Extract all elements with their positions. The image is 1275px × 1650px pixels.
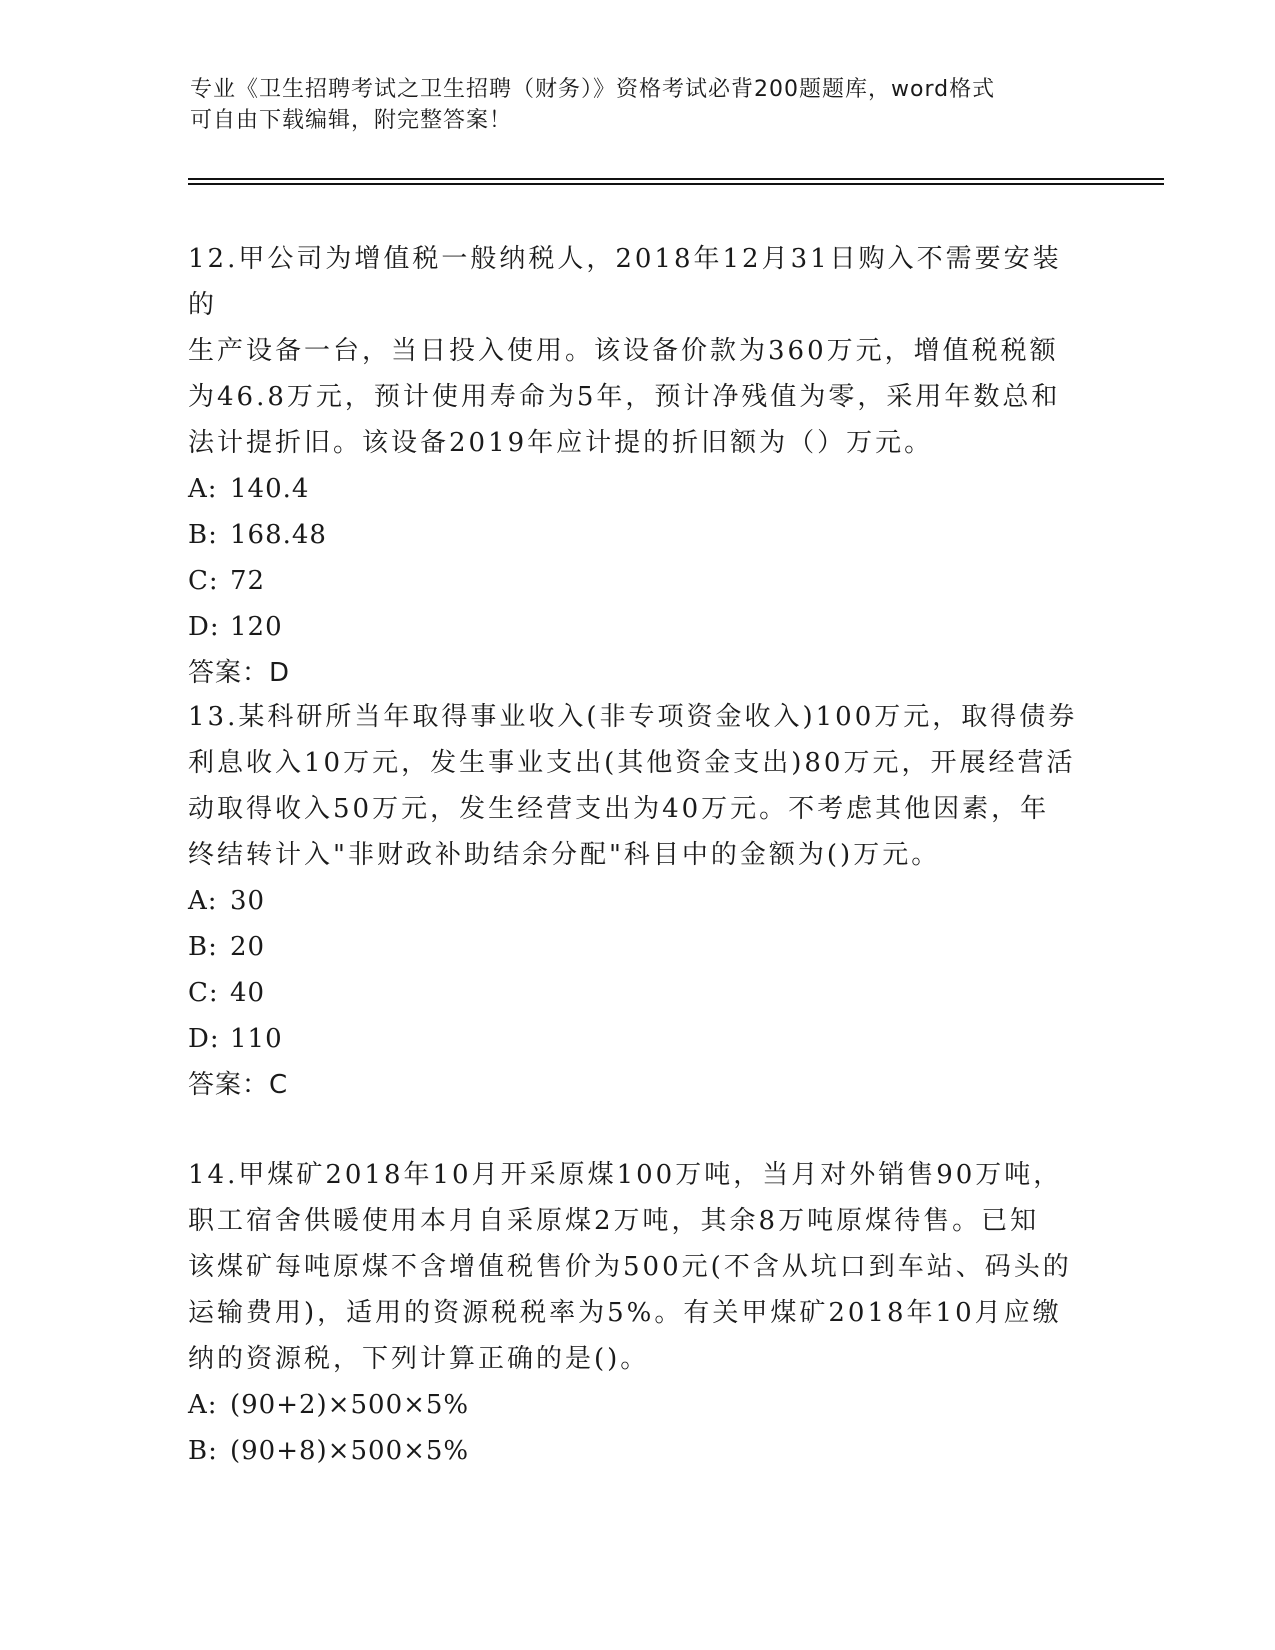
option-a	[188, 466, 1088, 512]
option-key: B:	[188, 932, 218, 962]
option-text: 120	[230, 612, 283, 642]
stem-line: 为46.8万元，预计使用寿命为5年，预计净残值为零，采用年数总和	[188, 382, 1061, 412]
option-a	[188, 1382, 1088, 1428]
stem-line: 终结转计入"非财政补助结余分配"科目中的金额为()万元。	[188, 840, 941, 870]
answer-line: 答案：C	[188, 1070, 289, 1100]
option-b	[188, 924, 1088, 970]
stem-line: 13.某科研所当年取得事业收入(非专项资金收入)100万元，取得债券	[188, 702, 1078, 732]
question-14	[188, 1152, 1088, 1474]
header-divider-top	[188, 178, 1164, 180]
question-stem	[188, 1152, 1088, 1382]
option-text: 140.4	[230, 474, 310, 504]
option-text: 168.48	[230, 520, 327, 550]
stem-line: 12.甲公司为增值税一般纳税人，2018年12月31日购入不需要安装的	[188, 244, 1062, 320]
stem-line: 纳的资源税，下列计算正确的是()。	[188, 1344, 650, 1374]
question-stem	[188, 236, 1088, 466]
stem-line: 法计提折旧。该设备2019年应计提的折旧额为（）万元。	[188, 428, 934, 458]
option-a	[188, 878, 1088, 924]
option-text: (90+8)×500×5%	[230, 1436, 470, 1466]
stem-line: 生产设备一台，当日投入使用。该设备价款为360万元，增值税税额	[188, 336, 1059, 366]
header-divider-bottom	[188, 183, 1164, 185]
question-13	[188, 694, 1088, 1108]
document-header	[190, 74, 1070, 136]
stem-line: 职工宿舍供暖使用本月自采原煤2万吨，其余8万吨原煤待售。已知	[188, 1206, 1040, 1236]
option-c	[188, 970, 1088, 1016]
header-line-2: 可自由下载编辑，附完整答案！	[190, 108, 513, 133]
option-text: (90+2)×500×5%	[230, 1390, 470, 1420]
option-text: 110	[230, 1024, 283, 1054]
option-key: A:	[188, 474, 218, 504]
stem-line: 14.甲煤矿2018年10月开采原煤100万吨，当月对外销售90万吨，	[188, 1160, 1063, 1190]
option-key: A:	[188, 886, 218, 916]
option-key: B:	[188, 520, 218, 550]
option-text: 20	[230, 932, 266, 962]
answer-line: 答案：D	[188, 658, 291, 688]
stem-line: 该煤矿每吨原煤不含增值税售价为500元(不含从坑口到车站、码头的	[188, 1252, 1072, 1282]
option-c	[188, 558, 1088, 604]
option-key: B:	[188, 1436, 218, 1466]
option-d	[188, 604, 1088, 650]
header-line-1: 专业《卫生招聘考试之卫生招聘（财务）》资格考试必背200题题库，word格式	[190, 77, 996, 102]
option-key: C:	[188, 566, 219, 596]
question-12	[188, 236, 1088, 696]
option-text: 30	[230, 886, 266, 916]
option-text: 40	[230, 978, 266, 1008]
stem-line: 动取得收入50万元，发生经营支出为40万元。不考虑其他因素，年	[188, 794, 1050, 824]
option-key: C:	[188, 978, 219, 1008]
option-b	[188, 1428, 1088, 1474]
question-stem	[188, 694, 1088, 878]
option-key: D:	[188, 1024, 220, 1054]
stem-line: 利息收入10万元，发生事业支出(其他资金支出)80万元，开展经营活	[188, 748, 1076, 778]
stem-line: 运输费用)，适用的资源税税率为5%。有关甲煤矿2018年10月应缴	[188, 1298, 1062, 1328]
option-key: D:	[188, 612, 220, 642]
option-b	[188, 512, 1088, 558]
option-d	[188, 1016, 1088, 1062]
option-text: 72	[230, 566, 266, 596]
option-key: A:	[188, 1390, 218, 1420]
